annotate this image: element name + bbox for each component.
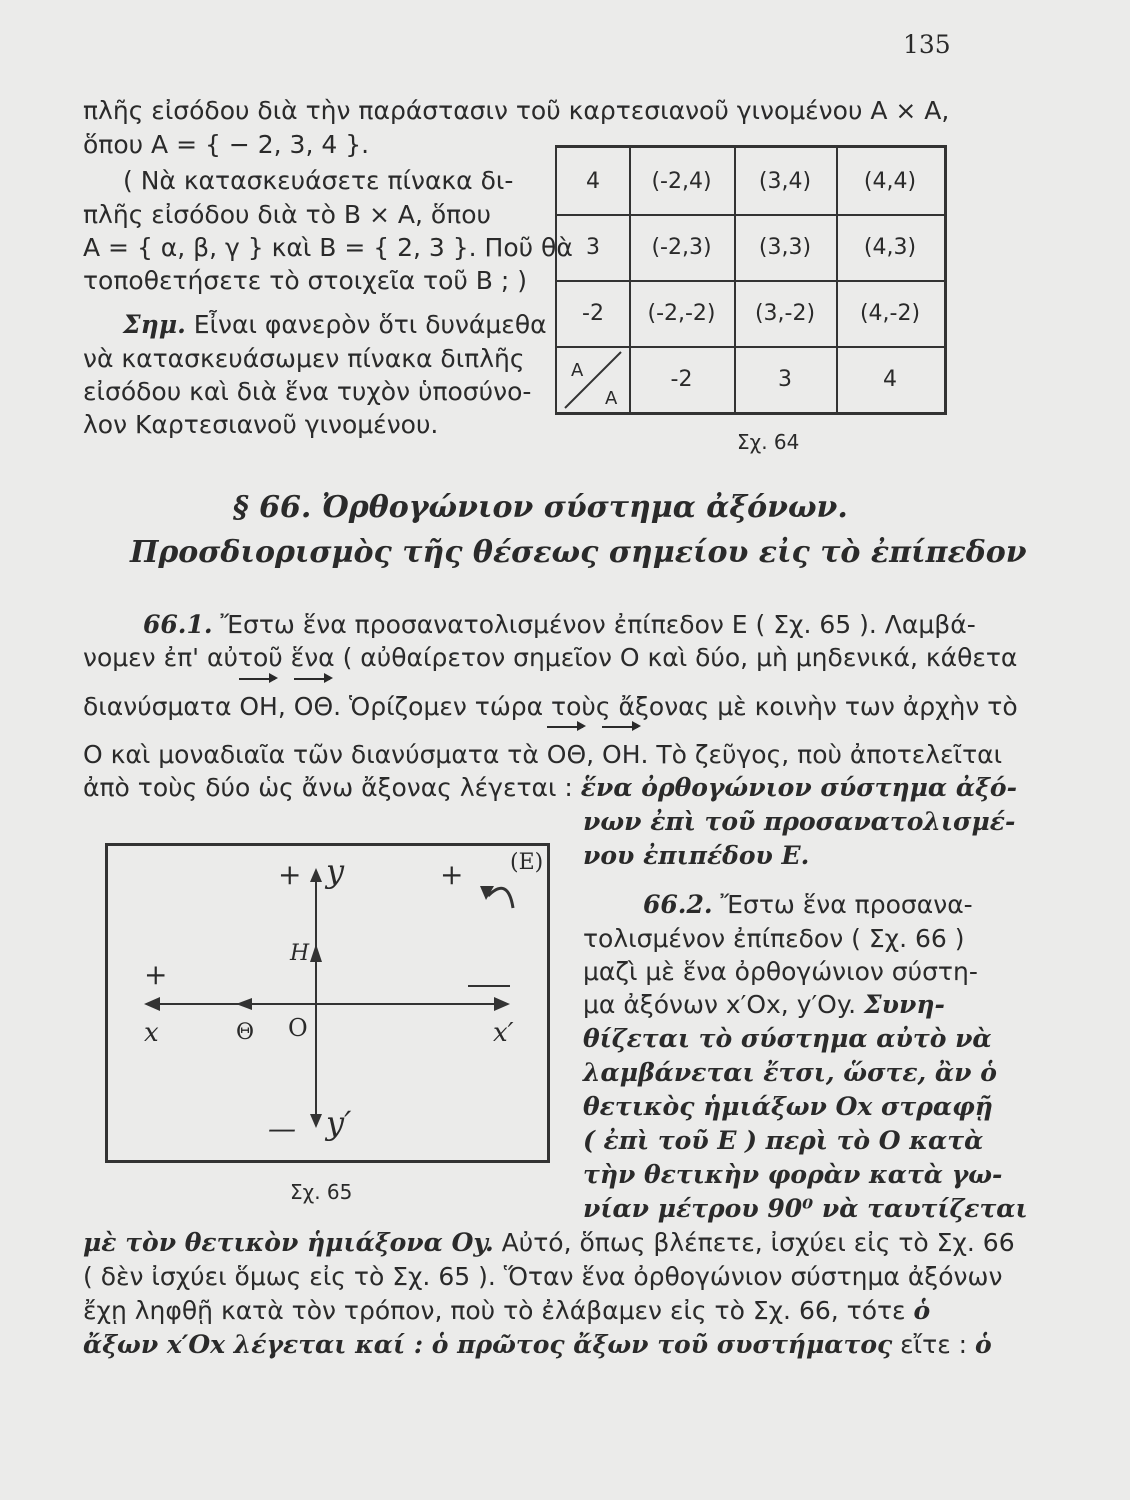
table-rule: [557, 280, 944, 282]
x-prime-axis-label: x′: [493, 1018, 514, 1048]
section-heading: § 66. Ὀρθογώνιον σύστημα ἀξόνων.: [233, 490, 848, 525]
paragraph-bold-text: ἕνα ὀρθογώνιον σύστημα ἀξό-: [580, 773, 1017, 802]
paragraph-line: μαζὶ μὲ ἕνα ὀρθογώνιον σύστη-: [583, 957, 978, 986]
table-cell: (4,3): [863, 234, 917, 260]
paragraph-text: μα ἀξόνων x′Ox, y′Oy.: [583, 990, 864, 1019]
paragraph-line: [83, 1296, 930, 1326]
paragraph-text: . Τὸ ζεῦγος, ποὺ ἀποτελεῖται: [640, 740, 1003, 769]
paragraph-line: [83, 740, 1002, 770]
table-rule: [629, 148, 631, 412]
figure-64-caption: Σχ. 64: [737, 430, 800, 454]
page-number: 135: [903, 30, 951, 59]
paragraph-line: θετικὸς ἡμιάξων Ox στραφῇ: [583, 1092, 993, 1121]
table-cell: (3,-2): [754, 300, 816, 326]
intro-line: πλῆς εἰσόδου διὰ τὴν παράστασιν τοῦ καρτεσιανοῦ γινομένου A × A,: [83, 96, 950, 125]
table-cell: 4: [586, 168, 600, 194]
table-cell: 3: [778, 366, 792, 392]
paragraph-text: εἴτε :: [892, 1330, 976, 1359]
paragraph-line: τὴν θετικὴν φορὰν κατὰ γω-: [583, 1160, 1003, 1189]
x-axis-label: x: [144, 1018, 159, 1048]
paragraph-line: ( ἐπὶ τοῦ E ) περὶ τὸ O κατὰ: [583, 1126, 984, 1155]
table-rule: [557, 346, 944, 348]
table-row: [557, 214, 944, 280]
table-corner-diagonal: [557, 346, 629, 412]
paragraph-text: Ἔστω ἕνα προσανατολισμένον ἐπίπεδον E ( Σχ. 65 ). Λαμβά-: [212, 610, 976, 639]
table-cell: -2: [582, 300, 604, 326]
section-subheading: Προσδιορισμὸς τῆς θέσεως σημείου εἰς τὸ ἐπίπεδον: [130, 535, 1027, 570]
vector-oh: OH: [602, 740, 641, 769]
figure-65-caption: Σχ. 65: [290, 1180, 353, 1204]
intro-line: ( Νὰ κατασκευάσετε πίνακα δι-: [123, 166, 514, 195]
y-prime-axis-label: y′: [326, 1104, 352, 1142]
paragraph-text: O καὶ μοναδιαῖα τῶν διανύσματα τὰ: [83, 740, 547, 769]
negative-y-sign: —: [268, 1112, 296, 1145]
paragraph-line: νομεν ἐπ' αὐτοῦ ἕνα ( αὐθαίρετον σημεῖον O καὶ δύο, μὴ μηδενικά, κάθετα: [83, 643, 1018, 672]
intro-line: τοποθετήσετε τὸ στοιχεῖα τοῦ B ; ): [83, 266, 528, 295]
intro-line: εἰσόδου καὶ διὰ ἕνα τυχὸν ὑποσύνο-: [83, 377, 532, 406]
paragraph-text: ἀπὸ τοὺς δύο ὡς ἄνω ἄξονας λέγεται :: [83, 773, 581, 802]
point-h-label: H: [290, 941, 310, 966]
paragraph-line: [583, 990, 945, 1020]
origin-o-label: O: [288, 1014, 308, 1042]
paragraph-text: ,: [277, 692, 294, 721]
intro-line: πλῆς εἰσόδου διὰ τὸ B × A, ὅπου: [83, 200, 491, 229]
table-cell: (-2,-2): [647, 300, 716, 326]
paragraph-bold-text: ἄξων x′Ox λέγεται καί : ὁ πρῶτος ἄξων τοῦ συστήματος: [83, 1330, 893, 1359]
table-corner-top: A: [571, 360, 584, 381]
paragraph-line: νου ἐπιπέδου E.: [583, 841, 810, 870]
paragraph-line: [83, 1330, 992, 1360]
note-text: Εἶναι φανερὸν ὅτι δυνάμεθα: [185, 310, 547, 339]
paragraph-number: 66.2.: [643, 890, 713, 919]
vector-otheta: OΘ: [293, 692, 334, 721]
y-axis-label: y: [326, 852, 345, 890]
table-rule: [836, 148, 838, 412]
table-cell: 4: [883, 366, 897, 392]
table-rule: [734, 148, 736, 412]
paragraph-text: Ἔστω ἕνα προσανα-: [712, 890, 973, 919]
intro-line: ὅπου A = { − 2, 3, 4 }.: [83, 130, 370, 159]
positive-x-sign: +: [144, 958, 168, 991]
table-row: [557, 280, 944, 346]
intro-note-line: [123, 310, 547, 340]
note-label: Σημ.: [123, 310, 186, 339]
paragraph-line: [83, 692, 1018, 722]
point-theta-label: Θ: [236, 1020, 255, 1045]
paragraph-bold-text: Συνη-: [863, 990, 945, 1019]
paragraph-line: [83, 773, 1017, 803]
intro-line: νὰ κατασκευάσωμεν πίνακα διπλῆς: [83, 344, 525, 373]
table-cell: 3: [586, 234, 600, 260]
paragraph-text: Αὐτό, ὅπως βλέπετε, ἰσχύει εἰς τὸ Σχ. 66: [493, 1228, 1015, 1257]
paragraph-line: νίαν μέτρου 90⁰ νὰ ταυτίζεται: [583, 1194, 1028, 1223]
positive-orientation-sign: +: [440, 858, 464, 891]
paragraph-bold-text: ὁ: [975, 1330, 992, 1359]
intro-line: λον Καρτεσιανοῦ γινομένου.: [83, 410, 439, 439]
table-cell: (3,3): [758, 234, 812, 260]
paragraph-bold-text: μὲ τὸν θετικὸν ἡμιάξονα Oy.: [83, 1228, 494, 1257]
paragraph-line: τολισμένον ἐπίπεδον ( Σχ. 66 ): [583, 924, 965, 953]
table-rule: [557, 214, 944, 216]
paragraph-text: . Ὁρίζομεν τώρα τοὺς ἄξονας μὲ κοινὴν των ἀρχὴν τὸ: [333, 692, 1018, 721]
intro-line: A = { α, β, γ } καὶ B = { 2, 3 }. Ποῦ θὰ: [83, 233, 573, 262]
paragraph-line: νων ἐπὶ τοῦ προσανατολισμέ-: [583, 807, 1016, 836]
paragraph-text: ἔχῃ ληφθῇ κατὰ τὸν τρόπον, ποὺ τὸ ἐλάβαμεν εἰς τὸ Σχ. 66, τότε: [83, 1296, 914, 1325]
paragraph-line: θίζεται τὸ σύστημα αὐτὸ νὰ: [583, 1024, 992, 1053]
paragraph-number: 66.1.: [143, 610, 213, 639]
cartesian-product-table: [555, 145, 947, 415]
table-cell: (4,4): [863, 168, 917, 194]
table-cell: -2: [670, 366, 693, 392]
vector-oh: OH: [239, 692, 278, 721]
paragraph-line: [643, 890, 973, 920]
positive-y-sign: +: [278, 858, 302, 891]
table-corner-bottom: A: [605, 388, 618, 409]
table-row: [557, 148, 944, 214]
paragraph-line: [83, 1228, 1015, 1258]
table-cell: (4,-2): [859, 300, 921, 326]
plane-e-label: (E): [510, 850, 544, 875]
paragraph-line: λαμβάνεται ἔτσι, ὥστε, ἂν ὁ: [583, 1058, 997, 1087]
table-cell: (-2,3): [651, 234, 712, 260]
table-cell: (-2,4): [651, 168, 712, 194]
paragraph-text: διανύσματα: [83, 692, 240, 721]
table-cell: (3,4): [758, 168, 812, 194]
paragraph-bold-text: ὁ: [913, 1296, 931, 1325]
paragraph-line: ( δὲν ἰσχύει ὅμως εἰς τὸ Σχ. 65 ). Ὅταν ἕνα ὀρθογώνιον σύστημα ἀξόνων: [83, 1262, 1003, 1291]
figure-65-axes: [105, 843, 550, 1163]
vector-otheta: OΘ: [546, 740, 587, 769]
paragraph-text: ,: [586, 740, 603, 769]
paragraph-line: [143, 610, 976, 640]
